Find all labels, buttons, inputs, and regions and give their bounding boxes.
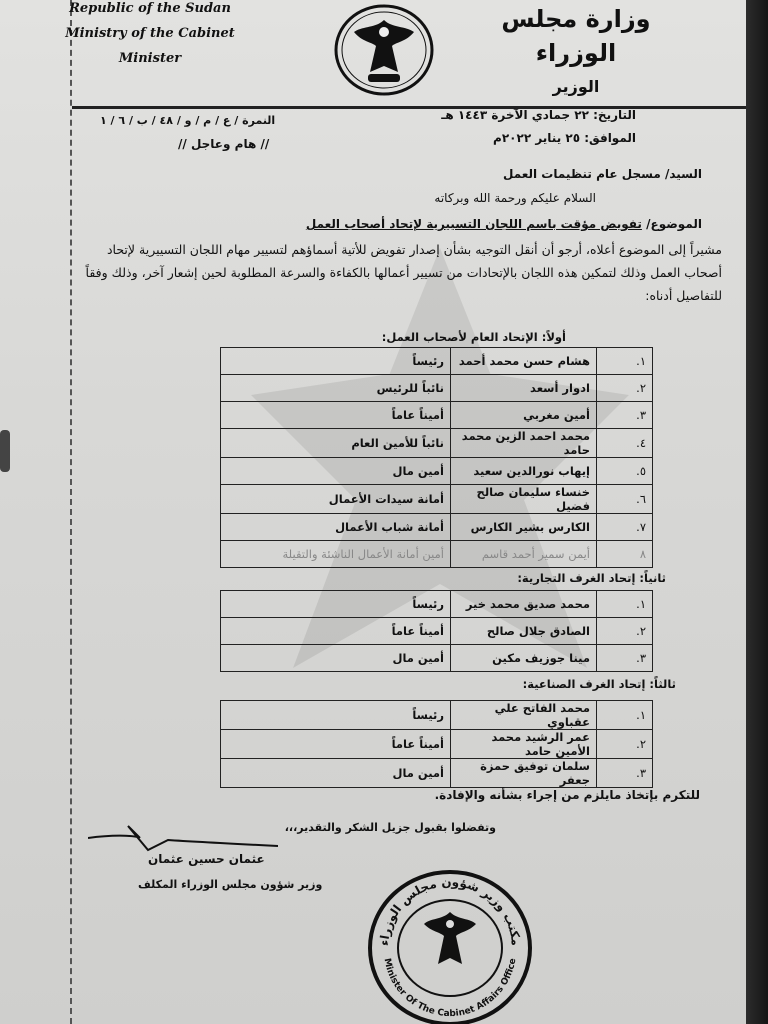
member-name: الصادق جلال صالح (451, 618, 597, 645)
member-name: محمد صديق محمد خير (451, 591, 597, 618)
greeting: السلام عليكم ورحمة الله وبركاته (434, 191, 596, 205)
member-role: أمانة سيدات الأعمال (221, 485, 451, 514)
closing-thanks: وتفضلوا بقبول جزيل الشكر والتقدير،،، (284, 821, 496, 834)
letterhead-country: Republic of the Sudan (69, 1, 231, 16)
signatory-name: عثمان حسين عثمان (148, 852, 265, 866)
row-number: ٥. (597, 458, 653, 485)
member-role: أمين أمانة الأعمال الناشئة والتقيلة (221, 541, 451, 568)
row-number: ٣. (597, 402, 653, 429)
addressee: السيد/ مسجل عام تنظيمات العمل (502, 167, 702, 181)
table-row (221, 485, 653, 514)
member-role: رئيساً (221, 701, 451, 730)
row-number: ٢. (597, 375, 653, 402)
member-role: رئيساً (221, 348, 451, 375)
member-name: مينا جوزيف مكين (451, 645, 597, 672)
subject-line (306, 217, 702, 231)
member-name: أيمن سمير أحمد قاسم (451, 541, 597, 568)
table-row (221, 429, 653, 458)
row-number: ١. (597, 591, 653, 618)
table-row (221, 618, 653, 645)
member-role: نائباً للرئيس (221, 375, 451, 402)
member-name: محمد الفاتح علي عقباوي (451, 701, 597, 730)
letterhead-ministry: Ministry of the Cabinet (65, 26, 235, 41)
seal-english-text: Minister Of The Cabinet Affairs Office (381, 957, 519, 1020)
member-role: أميناً عاماً (221, 402, 451, 429)
seal-arabic-text: مكتب وزير شؤون مجلس الوزراء (376, 874, 524, 947)
table-row (221, 402, 653, 429)
edge-smudge (0, 430, 10, 472)
member-name: محمد احمد الزين محمد حامد (451, 429, 597, 458)
table-row (221, 730, 653, 759)
employers-union-table (220, 347, 653, 568)
official-seal-stamp (366, 868, 534, 1024)
member-role: أمين مال (221, 458, 451, 485)
row-number: ١. (597, 701, 653, 730)
member-name: هشام حسن محمد أحمد (451, 348, 597, 375)
industrial-chambers-table (220, 700, 653, 788)
arabic-letterhead (476, 2, 676, 100)
member-name: إيهاب نورالدين سعيد (451, 458, 597, 485)
row-number: ٨ (597, 541, 653, 568)
row-number: ٦. (597, 485, 653, 514)
table-row (221, 514, 653, 541)
row-number: ٣. (597, 759, 653, 788)
member-role: نائباً للأمين العام (221, 429, 451, 458)
member-name: ادوار أسعد (451, 375, 597, 402)
row-number: ٢. (597, 730, 653, 759)
english-letterhead (50, 0, 250, 71)
member-name: الكارس بشير الكارس (451, 514, 597, 541)
background-edge (746, 0, 768, 1024)
table-row (221, 591, 653, 618)
row-number: ٧. (597, 514, 653, 541)
reference-number: النمرة / ع / م / و / ٤٨ / ب / ٦ / ١ (100, 114, 276, 127)
member-role: رئيساً (221, 591, 451, 618)
date-gregorian: الموافق: ٢٥ يناير ٢٠٢٢م (493, 131, 636, 145)
table-row (221, 375, 653, 402)
sudan-emblem-icon (332, 2, 436, 98)
letter-body: مشيراً إلى الموضوع أعلاه، أرجو أن أنقل التوجيه بشأن إصدار تفويض للأتية أسماؤهم لتسيير مهام اللجان التسييرية لإتحاد أصحاب العمل وذلك لتمكين هذه اللجان بالإتحادات من تسيير أعمالها بالكفاءة والسرعة المطلوبة لحين إشعار آخر، وذلك وفقاً للتفاصيل أدناه: (85, 242, 722, 303)
member-name: أمين مغربي (451, 402, 597, 429)
subject-label: الموضوع/ (646, 217, 702, 231)
row-number: ٣. (597, 645, 653, 672)
section-title: ثالثاً: إتحاد الغرف الصناعية: (522, 677, 676, 691)
table-row (221, 458, 653, 485)
member-role: أمين مال (221, 645, 451, 672)
section-title: ثانياً: إتحاد الغرف التجارية: (517, 571, 666, 585)
member-name: سلمان توفيق حمزة جعفر (451, 759, 597, 788)
member-role: أميناً عاماً (221, 730, 451, 759)
member-name: خنساء سليمان صالح فضيل (451, 485, 597, 514)
letterhead-office-ar: الوزير (552, 77, 600, 96)
subject-value: تفويض مؤقت باسم اللجان التسييرية لإتحاد أصحاب العمل (305, 217, 642, 231)
row-number: ٢. (597, 618, 653, 645)
table-row (221, 759, 653, 788)
member-role: أميناً عاماً (221, 618, 451, 645)
table-row (221, 645, 653, 672)
row-number: ٤. (597, 429, 653, 458)
urgent-label: // هام وعاجل // (178, 137, 270, 151)
letterhead-office: Minister (118, 51, 182, 66)
table-row (221, 348, 653, 375)
date-hijri: التاريخ: ٢٢ جمادي الآخرة ١٤٤٣ هـ (441, 108, 636, 122)
table-row (221, 701, 653, 730)
closing-request: للتكرم بإتخاذ مايلزم من إجراء بشأنه والإفادة. (434, 788, 700, 802)
section-title: أولاً: الإتحاد العام لأصحاب العمل: (381, 330, 566, 344)
header-divider (72, 106, 746, 109)
member-role: أمين مال (221, 759, 451, 788)
table-row-handwritten (221, 541, 653, 568)
member-name: عمر الرشيد محمد الأمين حامد (451, 730, 597, 759)
margin-fold-line (70, 0, 72, 1024)
letterhead-ministry-ar: وزارة مجلس الوزراء (501, 5, 651, 67)
member-role: أمانة شباب الأعمال (221, 514, 451, 541)
row-number: ١. (597, 348, 653, 375)
signatory-title: وزير شؤون مجلس الوزراء المكلف (138, 878, 323, 891)
commercial-chambers-table (220, 590, 653, 672)
